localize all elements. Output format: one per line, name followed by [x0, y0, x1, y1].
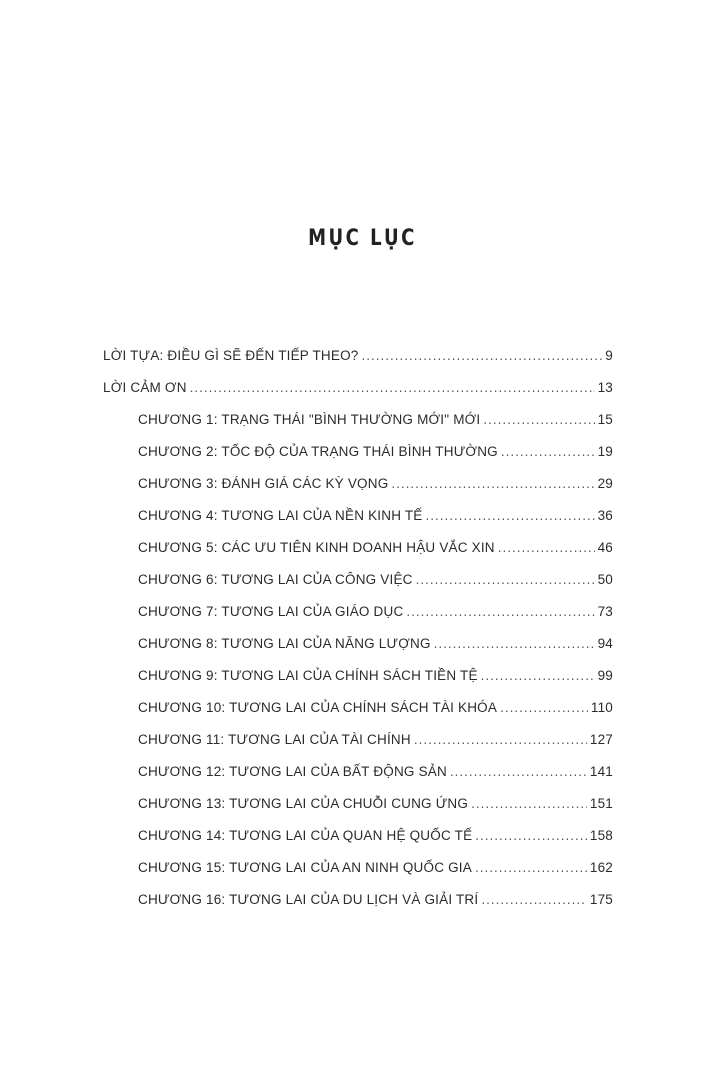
toc-entry-label: CHƯƠNG 1: TRẠNG THÁI "BÌNH THƯỜNG MỚI" MỚI — [138, 412, 481, 427]
toc-entry-page: 19 — [597, 444, 613, 459]
toc-entry[interactable] — [138, 668, 613, 690]
dot-leader — [190, 380, 595, 395]
toc-entry[interactable] — [138, 508, 613, 530]
toc-entry-page: 73 — [597, 604, 613, 619]
toc-entry[interactable] — [138, 764, 613, 786]
toc-entry-label: CHƯƠNG 16: TƯƠNG LAI CỦA DU LỊCH VÀ GIẢI TRÍ — [138, 892, 479, 907]
toc-entry[interactable] — [138, 540, 613, 562]
toc-entry[interactable] — [138, 860, 613, 882]
toc-entry-label: CHƯƠNG 13: TƯƠNG LAI CỦA CHUỖI CUNG ỨNG — [138, 796, 469, 811]
dot-leader — [391, 476, 594, 491]
toc-entry[interactable] — [138, 604, 613, 626]
dot-leader — [434, 636, 595, 651]
toc-entry[interactable] — [138, 476, 613, 498]
toc-entry-label: CHƯƠNG 15: TƯƠNG LAI CỦA AN NINH QUỐC GIA — [138, 860, 472, 875]
toc-entry-label: CHƯƠNG 12: TƯƠNG LAI CỦA BẤT ĐỘNG SẢN — [138, 764, 447, 779]
toc-entry-page: 94 — [597, 636, 613, 651]
toc-entry[interactable] — [138, 732, 613, 754]
page-title: MỤC LỤC — [308, 226, 417, 251]
toc-entry-page: 175 — [589, 892, 613, 907]
dot-leader — [426, 508, 595, 523]
dot-leader — [481, 892, 587, 907]
dot-leader — [483, 412, 594, 427]
dot-leader — [416, 572, 595, 587]
toc-entry-label: CHƯƠNG 2: TỐC ĐỘ CỦA TRẠNG THÁI BÌNH THƯỜNG — [138, 444, 498, 459]
dot-leader — [450, 764, 587, 779]
dot-leader — [481, 668, 595, 683]
toc-entry[interactable] — [138, 892, 613, 914]
toc-entry[interactable] — [103, 380, 613, 402]
toc-entry[interactable] — [138, 828, 613, 850]
toc-entry-page: 99 — [597, 668, 613, 683]
toc-entry-label: CHƯƠNG 14: TƯƠNG LAI CỦA QUAN HỆ QUỐC TẾ — [138, 828, 473, 843]
dot-leader — [500, 700, 588, 715]
toc-entry-label: CHƯƠNG 5: CÁC ƯU TIÊN KINH DOANH HẬU VẮC XIN — [138, 540, 495, 555]
toc-entry-label: CHƯƠNG 9: TƯƠNG LAI CỦA CHÍNH SÁCH TIỀN TỆ — [138, 668, 478, 683]
toc-entry-page: 29 — [597, 476, 613, 491]
dot-leader — [406, 604, 594, 619]
toc-entry[interactable] — [138, 572, 613, 594]
toc-entry-page: 50 — [597, 572, 613, 587]
toc-entry-page: 158 — [589, 828, 613, 843]
toc-entry-page: 36 — [597, 508, 613, 523]
toc-entry-label: CHƯƠNG 8: TƯƠNG LAI CỦA NĂNG LƯỢNG — [138, 636, 431, 651]
dot-leader — [475, 860, 587, 875]
toc-entry[interactable] — [138, 444, 613, 466]
toc-entry-page: 46 — [597, 540, 613, 555]
toc-entry-label: CHƯƠNG 10: TƯƠNG LAI CỦA CHÍNH SÁCH TÀI KHÓA — [138, 700, 498, 715]
toc-entry-page: 15 — [597, 412, 613, 427]
toc-entry[interactable] — [138, 700, 613, 722]
toc-entry-page: 141 — [589, 764, 613, 779]
dot-leader — [361, 348, 602, 363]
toc-entry[interactable] — [138, 412, 613, 434]
toc-entry-page: 127 — [589, 732, 613, 747]
toc-entry[interactable] — [138, 796, 613, 818]
toc-entry-label: CHƯƠNG 6: TƯƠNG LAI CỦA CÔNG VIỆC — [138, 572, 413, 587]
toc-entry-label: CHƯƠNG 4: TƯƠNG LAI CỦA NỀN KINH TẾ — [138, 508, 423, 523]
dot-leader — [471, 796, 587, 811]
toc-entry[interactable] — [138, 636, 613, 658]
toc-entry-page: 13 — [597, 380, 613, 395]
toc-entry-label: CHƯƠNG 11: TƯƠNG LAI CỦA TÀI CHÍNH — [138, 732, 411, 747]
toc-entry-label: LỜI CẢM ƠN — [103, 380, 187, 395]
toc-entry-label: CHƯƠNG 7: TƯƠNG LAI CỦA GIÁO DỤC — [138, 604, 404, 619]
toc-entry-label: CHƯƠNG 3: ĐÁNH GIÁ CÁC KỲ VỌNG — [138, 476, 389, 491]
dot-leader — [498, 540, 595, 555]
toc-entry-page: 9 — [605, 348, 613, 363]
toc-entry-label: LỜI TỰA: ĐIỀU GÌ SẼ ĐẾN TIẾP THEO? — [103, 348, 359, 363]
dot-leader — [475, 828, 587, 843]
toc-entry-page: 151 — [589, 796, 613, 811]
dot-leader — [501, 444, 595, 459]
toc-entry-page: 162 — [589, 860, 613, 875]
toc-entry-page: 110 — [590, 700, 613, 715]
toc-entry[interactable] — [103, 348, 613, 370]
dot-leader — [414, 732, 587, 747]
